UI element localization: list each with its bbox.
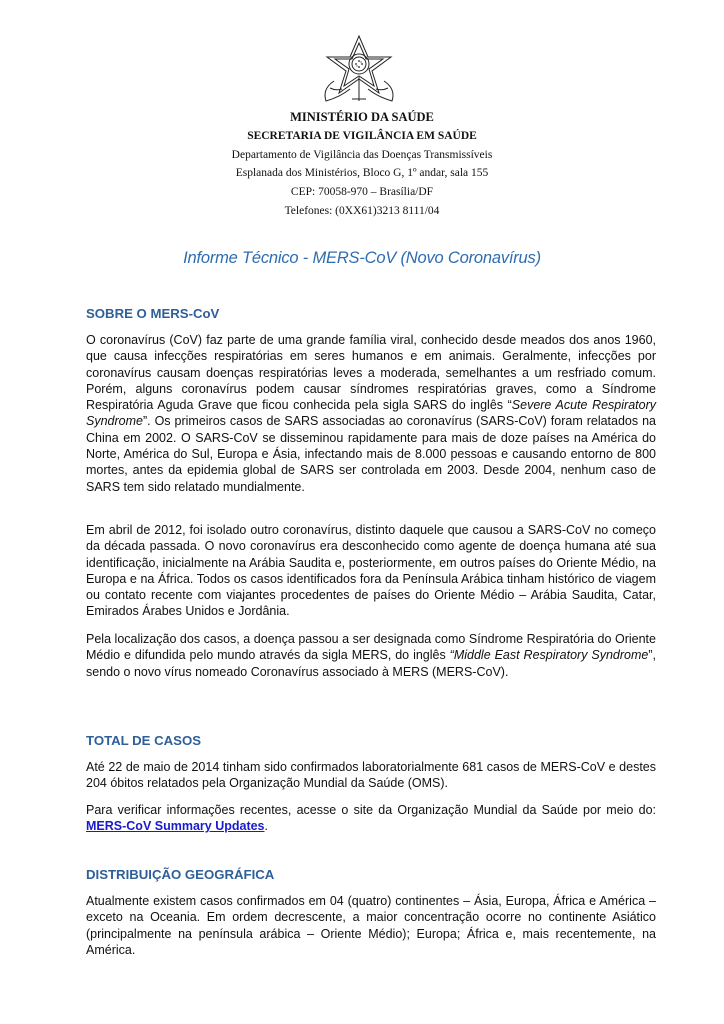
paragraph-text: O coronavírus (CoV) faz parte de uma grande família viral, conhecido desde meados dos anos 1960, que causa infecções respiratórias em seres humanos e em animais. Geralmente, infecções por coronavírus causam doenças respiratórias leves a moderada, semelhantes a um resfriado comum. Porém, alguns coronavírus podem causar síndromes respiratórias graves, como a Síndrome Respiratória Aguda Grave que ficou conhecida pela sigla SARS do inglês “ <box>86 333 656 413</box>
section-heading-distribuicao: DISTRIBUIÇÃO GEOGRÁFICA <box>86 867 275 882</box>
paragraph-text: Até 22 de maio de 2014 tinham sido confirmados laboratorialmente 681 casos de MERS-CoV e destes 204 óbitos relatados pela Organização Mundial da Saúde (OMS). <box>86 760 656 791</box>
paragraph-text: Para verificar informações recentes, acesse o site da Organização Mundial da Saúde por meio do: <box>86 803 656 817</box>
paragraph-distribuicao-1 <box>86 893 656 958</box>
document-title: Informe Técnico - MERS-CoV (Novo Coronavírus) <box>183 249 541 267</box>
emphasis-text: Severe Acute Respiratory Syndrome <box>86 398 656 429</box>
secretaria-name: SECRETARIA DE VIGILÂNCIA EM SAÚDE <box>247 129 477 142</box>
paragraph-text: . <box>264 819 268 834</box>
paragraph-sobre-2 <box>86 522 656 620</box>
ministry-name: MINISTÉRIO DA SAÚDE <box>290 110 434 124</box>
section-heading-sobre: SOBRE O MERS-CoV <box>86 306 220 321</box>
letterhead <box>0 108 724 221</box>
paragraph-text: Atualmente existem casos confirmados em 04 (quatro) continentes – Ásia, Europa, África e América – exceto na Oceania. Em ordem decrescente, a maior concentração ocorre no continente Asiático (principalmente na península arábica – Oriente Médio); Europa; África e, mais recentemente, na América. <box>86 894 656 957</box>
paragraph-text: ”, sendo o novo vírus nomeado Coronavírus associado à MERS (MERS-CoV). <box>86 648 657 679</box>
coat-of-arms-emblem <box>316 33 402 107</box>
paragraph-total-2 <box>86 802 656 835</box>
paragraph-text: Em abril de 2012, foi isolado outro coronavírus, distinto daquele que causou a SARS-CoV no começo da década passada. O novo coronavírus era desconhecido como agente de doença humana até sua identificação, inicialmente na Arábia Saudita e, posteriormente, em outros países do Oriente Médio, na Europa e na África. Todos os casos identificados fora da Península Arábica tinham histórico de viagem ou contato recente com viajantes procedentes de países do Oriente Médio – Arábia Saudita, Catar, Emirados Árabes Unidos e Jordânia. <box>86 523 656 619</box>
emphasis-text: “Middle East Respiratory Syndrome <box>449 648 649 663</box>
mers-summary-link[interactable]: MERS-CoV Summary Updates <box>86 819 265 834</box>
section-heading-total: TOTAL DE CASOS <box>86 733 202 748</box>
department-name: Departamento de Vigilância das Doenças Transmissíveis <box>231 148 493 161</box>
paragraph-text: Pela localização dos casos, a doença passou a ser designada como Síndrome Respiratória do Oriente Médio e difundida pelo mundo através da sigla MERS, do inglês <box>86 632 656 663</box>
paragraph-sobre-1 <box>86 332 656 495</box>
postal-code-line: CEP: 70058-970 – Brasília/DF <box>290 186 434 199</box>
paragraph-sobre-3 <box>86 631 656 680</box>
address-line: Esplanada dos Ministérios, Bloco G, 1º andar, sala 155 <box>235 167 489 180</box>
paragraph-text: ”. Os primeiros casos de SARS associadas ao coronavírus (SARS-CoV) foram relatados na China em 2002. O SARS-CoV se disseminou rapidamente para mais de doze países na América do Norte, América do Sul, Europa e Ásia, infectando mais de 8.000 pessoas e causando entorno de 800 mortes, antes da epidemia global de SARS ser controlada em 2003. Desde 2004, nenhum caso de SARS tem sido relatado mundialmente. <box>86 414 656 494</box>
paragraph-total-1 <box>86 759 656 792</box>
phone-line: Telefones: (0XX61)3213 8111/04 <box>284 204 440 217</box>
